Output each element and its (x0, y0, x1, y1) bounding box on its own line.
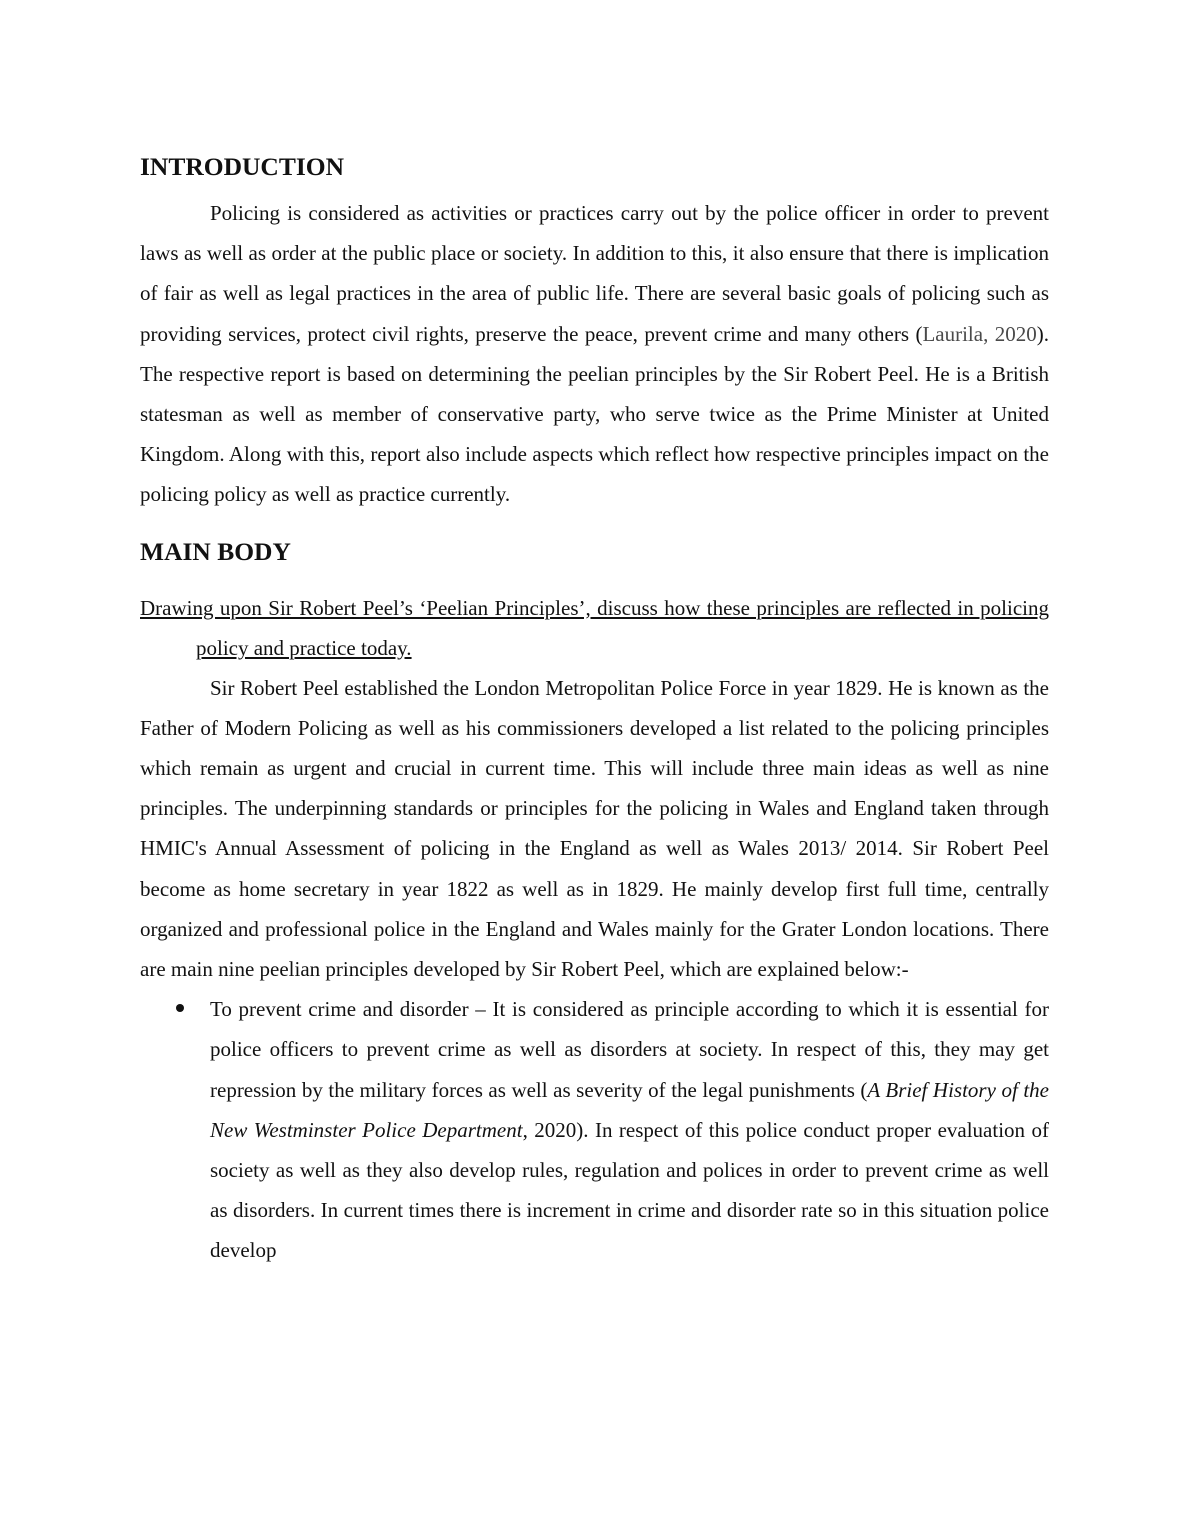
introduction-heading: INTRODUCTION (140, 152, 345, 181)
principles-list (140, 989, 1049, 1270)
bullet-text-part: , 2020). In respect of this police conduct proper evaluation of society as well as they also develop rules, regulation and polices in order to prevent crime as well as disorders. In current times there is increment in crime and disorder rate so in this situation police develop (210, 1117, 1049, 1263)
essay-question: Drawing upon Sir Robert Peel’s ‘Peelian Principles’, discuss how these principles are reflected in policing policy and practice today. (140, 595, 1049, 660)
main-body-heading: MAIN BODY (140, 536, 291, 566)
intro-text-part: Policing is considered as activities or practices carry out by the police officer in order to prevent laws as well as order at the public place or society. In addition to this, it also ensure that there is implication of fair as well as legal practices in the area of public life. There are several basic goals of policing such as providing services, protect civil rights, preserve the peace, prevent crime and many others ( (140, 201, 1049, 346)
list-item (140, 989, 1049, 1270)
intro-text-part: ). The respective report is based on determining the peelian principles by the Sir Robert Peel. He is a British statesman as well as member of conservative party, who serve twice as the Prime Minister at United Kingdom. Along with this, report also include aspects which reflect how respective principles impact on the policing policy as well as practice currently. (140, 321, 1049, 507)
bullet-citation-title: A Brief History of the New Westminster Police Department (210, 1077, 1049, 1142)
bullet-icon (176, 1004, 184, 1012)
introduction-paragraph (140, 193, 1049, 515)
page-content (140, 150, 1049, 1271)
intro-citation: Laurila, 2020 (922, 321, 1037, 346)
main-body-paragraph: Sir Robert Peel established the London Metropolitan Police Force in year 1829. He is known as the Father of Modern Policing as well as his commissioners developed a list related to the policing principles which remain as urgent and crucial in current time. This will include three main ideas as well as nine principles. The underpinning standards or principles for the policing in Wales and England taken through HMIC's Annual Assessment of policing in the England as well as Wales 2013/ 2014. Sir Robert Peel become as home secretary in year 1822 as well as in 1829. He mainly develop first full time, centrally organized and professional police in the England and Wales mainly for the Grater London locations. There are main nine peelian principles developed by Sir Robert Peel, which are explained below:- (140, 675, 1049, 982)
bullet-text-part: To prevent crime and disorder – It is considered as principle according to which it is essential for police officers to prevent crime as well as disorders at society. In respect of this, they may get repression by the military forces as well as severity of the legal punishments ( (210, 997, 1049, 1102)
